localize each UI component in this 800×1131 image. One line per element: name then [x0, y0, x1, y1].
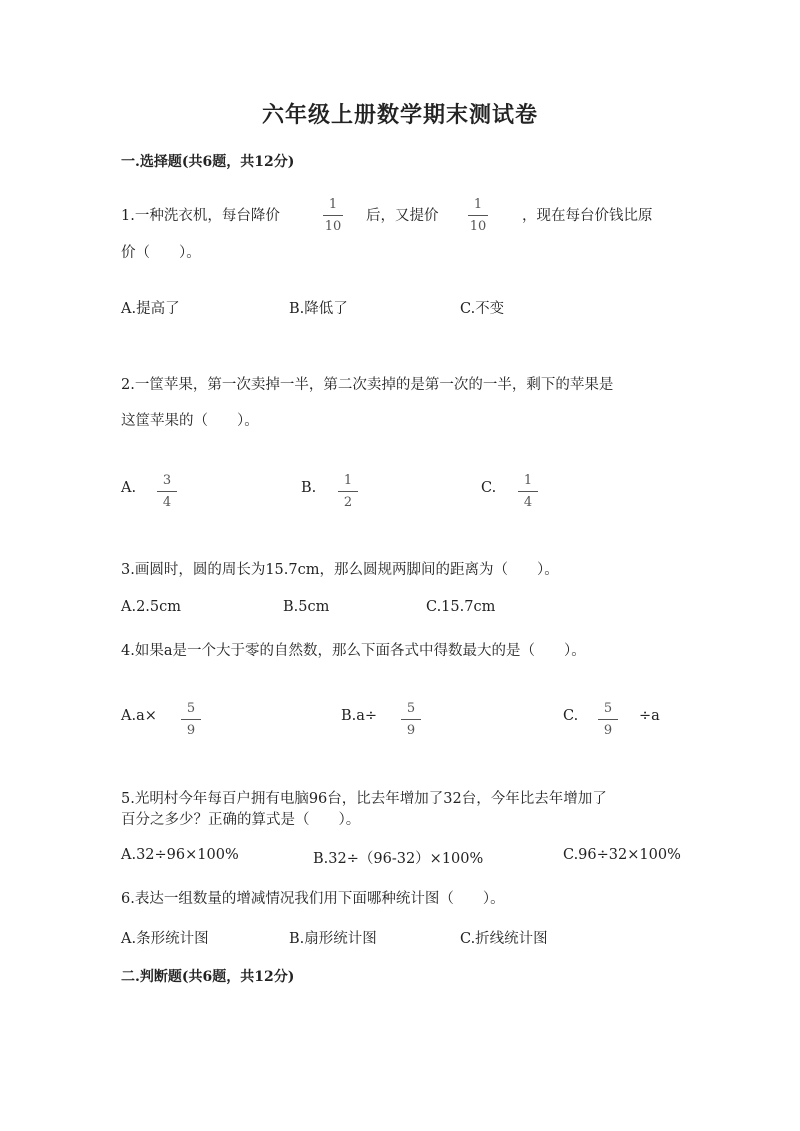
fraction-denominator: 4	[162, 495, 172, 510]
question-1-option-c[interactable]: C.不变	[460, 301, 505, 317]
question-4-option-c-prefix[interactable]: C.	[563, 708, 579, 724]
question-1-option-b[interactable]: B.降低了	[289, 301, 348, 317]
fraction-numerator: 1	[343, 473, 353, 488]
question-6-option-b[interactable]: B.扇形统计图	[289, 931, 377, 947]
question-4-option-b-fraction[interactable]	[399, 701, 423, 738]
question-6-option-c[interactable]: C.折线统计图	[460, 931, 548, 947]
question-5-option-c[interactable]: C.96÷32×100%	[563, 847, 681, 863]
section-heading-choice: 一.选择题(共6题，共12分)	[121, 154, 295, 170]
fraction-denominator: 9	[186, 723, 196, 738]
question-4-option-a-prefix[interactable]: A.a×	[121, 708, 157, 724]
fraction-bar	[518, 491, 538, 492]
question-6-text-line1: 6.表达一组数量的增减情况我们用下面哪种统计图（ ）。	[121, 891, 505, 907]
fraction-numerator: 3	[162, 473, 172, 488]
fraction-numerator: 1	[523, 473, 533, 488]
section-heading-judgement: 二.判断题(共6题，共12分)	[121, 969, 295, 985]
fraction-denominator: 4	[523, 495, 533, 510]
fraction-denominator: 9	[406, 723, 416, 738]
fraction-denominator: 10	[324, 219, 342, 234]
question-2-option-a-label[interactable]: A.	[121, 480, 137, 496]
page-title: 六年级上册数学期末测试卷	[261, 102, 538, 128]
question-2-option-c-label[interactable]: C.	[481, 480, 497, 496]
fraction-denominator: 9	[603, 723, 613, 738]
fraction-bar	[401, 719, 421, 720]
question-5-text-line2: 百分之多少？正确的算式是（ ）。	[121, 812, 361, 828]
fraction-bar	[338, 491, 358, 492]
question-5-option-a[interactable]: A.32÷96×100%	[121, 847, 239, 863]
question-2-text-line1: 2.一筐苹果，第一次卖掉一半，第二次卖掉的是第一次的一半，剩下的苹果是	[121, 377, 614, 393]
question-4-option-a-fraction[interactable]	[179, 701, 203, 738]
fraction-bar	[598, 719, 618, 720]
fraction-numerator: 5	[603, 701, 613, 716]
question-1-text-part3: ，现在每台价钱比原	[522, 208, 653, 224]
question-2-option-b-fraction[interactable]	[336, 473, 360, 510]
question-1-fraction-2	[466, 197, 490, 234]
question-2-option-c-fraction[interactable]	[516, 473, 540, 510]
fraction-bar	[468, 215, 488, 216]
question-2-option-a-fraction[interactable]	[155, 473, 179, 510]
question-1-fraction-1	[321, 197, 345, 234]
question-1-text-line2: 价（ ）。	[121, 245, 201, 261]
question-5-text-line1: 5.光明村今年每百户拥有电脑96台，比去年增加了32台，今年比去年增加了	[121, 791, 607, 807]
question-2-option-b-label[interactable]: B.	[301, 480, 317, 496]
question-6-option-a[interactable]: A.条形统计图	[121, 931, 209, 947]
question-3-option-a[interactable]: A.2.5cm	[121, 599, 182, 615]
fraction-numerator: 5	[406, 701, 416, 716]
question-3-option-b[interactable]: B.5cm	[283, 599, 330, 615]
fraction-denominator: 2	[343, 495, 353, 510]
fraction-numerator: 5	[186, 701, 196, 716]
fraction-bar	[323, 215, 343, 216]
question-3-text-line1: 3.画圆时，圆的周长为15.7cm，那么圆规两脚间的距离为（ ）。	[121, 562, 559, 578]
question-1-option-a[interactable]: A.提高了	[121, 301, 180, 317]
fraction-numerator: 1	[473, 197, 483, 212]
question-2-text-line2: 这筐苹果的（ ）。	[121, 413, 259, 429]
question-4-text-line1: 4.如果a是一个大于零的自然数，那么下面各式中得数最大的是（ ）。	[121, 643, 586, 659]
fraction-bar	[157, 491, 177, 492]
question-1-text-part1: 1.一种洗衣机，每台降价	[121, 208, 280, 224]
question-5-option-b[interactable]: B.32÷（96-32）×100%	[313, 851, 484, 867]
fraction-bar	[181, 719, 201, 720]
question-4-option-c-fraction[interactable]	[596, 701, 620, 738]
question-4-option-b-prefix[interactable]: B.a÷	[341, 708, 378, 724]
question-3-option-c[interactable]: C.15.7cm	[426, 599, 496, 615]
fraction-numerator: 1	[328, 197, 338, 212]
question-4-option-c-suffix[interactable]: ÷a	[639, 708, 660, 724]
question-1-text-part2: 后，又提价	[366, 208, 439, 224]
fraction-denominator: 10	[469, 219, 487, 234]
